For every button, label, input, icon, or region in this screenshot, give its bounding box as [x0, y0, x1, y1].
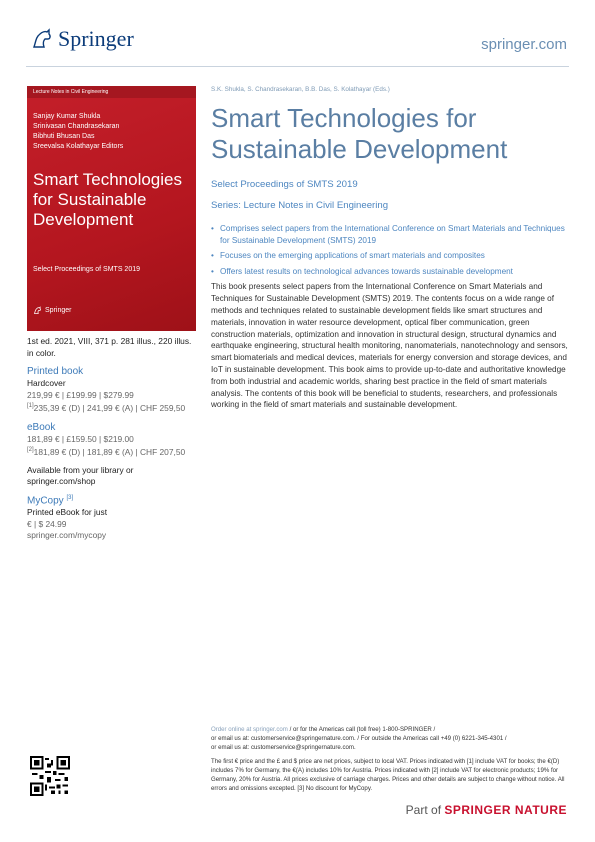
cover-publisher — [33, 306, 71, 315]
footnote-marker: [2] — [27, 447, 34, 454]
printed-book-heading: Printed book — [27, 366, 84, 378]
cover-publisher-name: Springer — [45, 307, 72, 314]
cover-series: Lecture Notes in Civil Engineering — [27, 86, 196, 98]
shop-link[interactable]: springer.com/shop — [27, 476, 96, 487]
mycopy-text: Printed eBook for just — [27, 507, 108, 518]
ebook-price: 181,89 € | £159.50 | $219.00 — [27, 433, 134, 444]
springer-nature-logo: SPRINGER NATURE — [444, 803, 567, 817]
cover-authors — [33, 112, 123, 152]
qr-code[interactable] — [30, 756, 70, 796]
order-info: Order online at springer.com / or for the Americas call (toll free) 1-800-SPRINGER / — [211, 726, 436, 733]
page-header — [0, 0, 595, 64]
pricing-sidebar — [27, 336, 199, 542]
hardcover-label: Hardcover — [27, 378, 66, 389]
hardcover-price-vat: [1]235,39 € (D) | 241,99 € (A) | CHF 259,50 — [27, 403, 186, 414]
availability-text: Available from your library or — [27, 464, 134, 475]
editors: S.K. Shukla, S. Chandrasekaran, B.B. Das, S. Kolathayar (Eds.) — [211, 86, 390, 93]
site-link[interactable]: springer.com — [481, 36, 567, 53]
feature-list — [211, 223, 571, 277]
cover-author: Sanjay Kumar Shukla — [33, 113, 101, 120]
list-item: • Comprises select papers from the International Conference on Smart Materials and Techniques for Sustainable Development (SMTS) 2019 — [211, 223, 571, 246]
logo-text: Springer — [58, 26, 134, 51]
part-of-label: Part of — [405, 803, 442, 817]
ebook-price-vat: [2]181,89 € (D) | 181,89 € (A) | CHF 207,50 — [27, 447, 186, 458]
edition-info: 1st ed. 2021, VIII, 371 p. 281 illus., 220 illus. in color. — [27, 336, 192, 358]
cover-subtitle: Select Proceedings of SMTS 2019 — [33, 266, 141, 273]
book-cover — [27, 86, 196, 331]
mycopy-link[interactable]: springer.com/mycopy — [27, 530, 107, 541]
order-footer — [211, 726, 571, 794]
cover-title: Smart Technologies for Sustainable Development — [33, 170, 182, 229]
ebook-heading: eBook — [27, 421, 56, 433]
book-details — [211, 86, 571, 411]
price-notes: The first € price and the £ and $ price are net prices, subject to local VAT. Prices indicated with [1] include VAT for books; the €(D) includes 7% for Germany, the €(A) includes 10% for Austria. Prices indicated with [2] include VAT for electronic products; 19% for Germany, 20% for Austria. All prices exclusive of carriage charges. Prices and other details are subject to change without notice. All errors and omissions excepted. [3] No discount for MyCopy. — [211, 758, 565, 792]
book-series[interactable]: Series: Lecture Notes in Civil Engineering — [211, 200, 389, 211]
cover-author: Srinivasan Chandrasekaran — [33, 123, 120, 130]
book-description: This book presents select papers from the International Conference on Smart Materials and Techniques for Sustainable Development (SMTS) 2019. The contents focus on a wide range of methods and techniques related to sustainable development fields like smart structures and materials, innovation in water resource development, optical fiber communication, green construction materials, optimization and innovation in structural design, structural dynamics and earthquake engineering, structural health monitoring, nanomaterials, nanotechnology and sensors, smart biomaterials and medical devices, materials for energy conversion and storage devices, and IoT in sustainable development. This book aims to provide up-to-date and authoritative knowledge from both industrial and academic worlds, sharing best practice in the field of smart materials analysis. The contents of this book will be beneficial to students, researchers, and professionals working in the field of smart materials and sustainable development. — [211, 282, 568, 410]
book-title: Smart Technologies for Sustainable Development — [211, 103, 508, 164]
springer-nature-branding — [406, 803, 567, 817]
header-divider — [26, 66, 569, 67]
springer-horse-icon — [33, 306, 42, 315]
list-item: • Offers latest results on technological advances towards sustainable development — [211, 266, 571, 278]
springer-logo[interactable] — [30, 26, 134, 52]
order-info-line: or email us at: customerservice@springernature.com. — [211, 743, 356, 751]
hardcover-price: 219,99 € | £199.99 | $279.99 — [27, 389, 134, 400]
cover-author: Bibhuti Bhusan Das — [33, 133, 95, 140]
cover-author: Sreevalsa Kolathayar Editors — [33, 143, 124, 150]
mycopy-heading: MyCopy [3] — [27, 494, 74, 507]
order-info-line: or email us at: customerservice@springernature.com. / For outside the Americas call +49 (0) 6221-345-4301 / — [211, 734, 507, 742]
book-subtitle: Select Proceedings of SMTS 2019 — [211, 179, 358, 190]
springer-horse-icon — [30, 27, 54, 51]
mycopy-price: € | $ 24.99 — [27, 518, 67, 529]
order-online-link[interactable]: Order online at springer.com — [211, 726, 288, 733]
list-item: • Focuses on the emerging applications of smart materials and composites — [211, 250, 571, 262]
footnote-marker: [1] — [27, 403, 34, 410]
footnote-marker: [3] — [66, 494, 74, 501]
